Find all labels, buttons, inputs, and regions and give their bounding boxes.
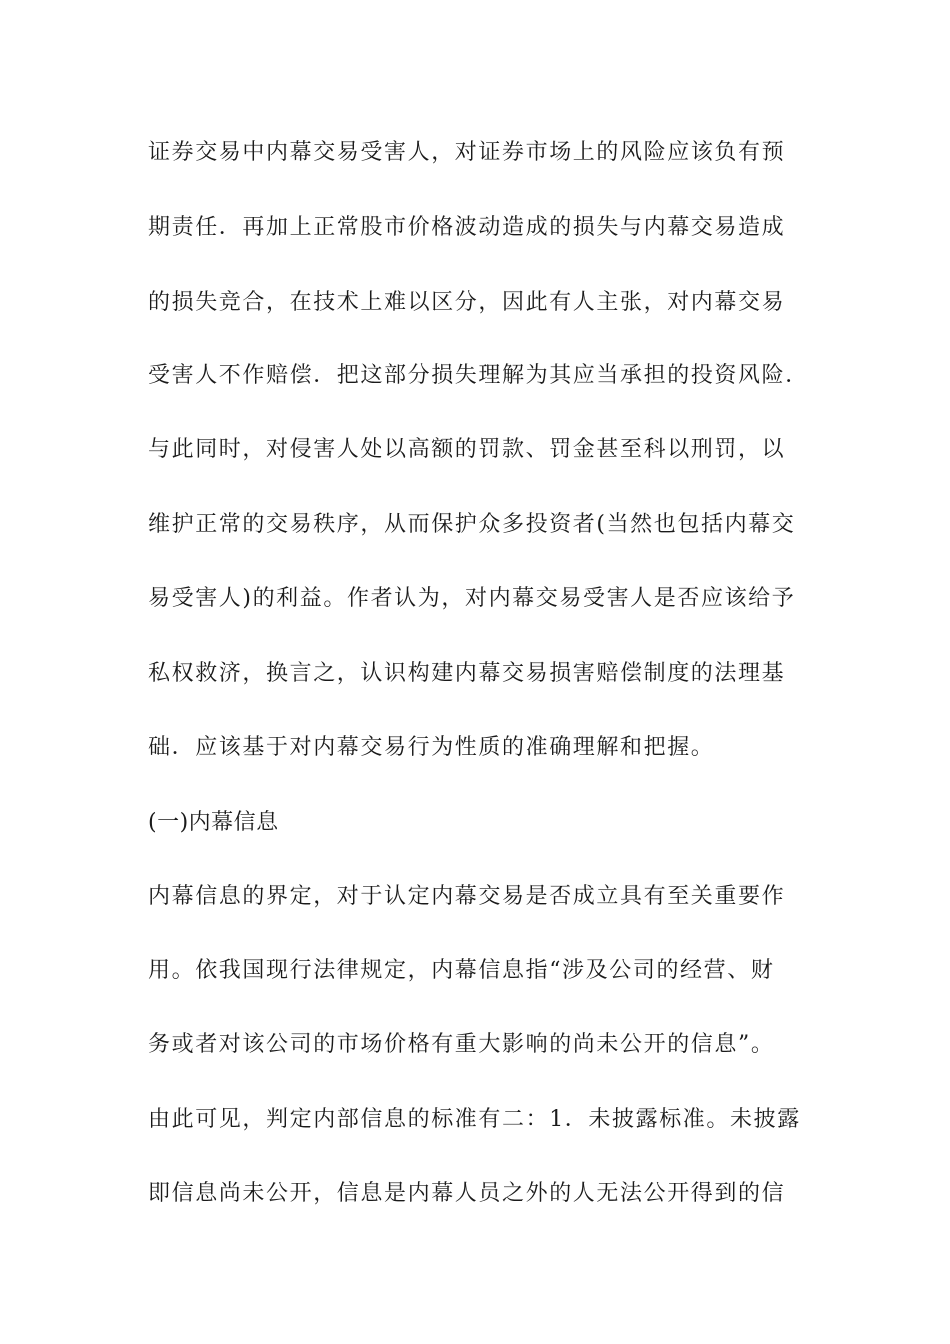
text-line-13: 务或者对该公司的市场价格有重大影响的尚未公开的信息”。 (148, 1032, 775, 1057)
text-line-15: 即信息尚未公开，信息是内幕人员之外的人无法公开得到的信 (148, 1181, 786, 1206)
text-line-4: 受害人不作赔偿．把这部分损失理解为其应当承担的投资风险． (148, 363, 809, 388)
text-line-3: 的损失竞合，在技术上难以区分，因此有人主张，对内幕交易 (148, 290, 786, 315)
text-line-11: 内幕信息的界定，对于认定内幕交易是否成立具有至关重要作 (148, 884, 786, 909)
text-line-7: 易受害人)的利益。作者认为，对内幕交易受害人是否应该给予 (148, 586, 796, 611)
text-line-1: 证券交易中内幕交易受害人，对证券市场上的风险应该负有预 (148, 140, 786, 165)
text-line-14: 由此可见，判定内部信息的标准有二：1．未披露标准。未披露 (148, 1107, 801, 1132)
text-line-2: 期责任．再加上正常股市价格波动造成的损失与内幕交易造成 (148, 215, 786, 240)
text-line-6: 维护正常的交易秩序，从而保护众多投资者(当然也包括内幕交 (148, 512, 796, 537)
section-heading: (一)内幕信息 (148, 810, 279, 835)
text-line-8: 私权救济，换言之，认识构建内幕交易损害赔偿制度的法理基 (148, 661, 786, 686)
text-line-5: 与此同时，对侵害人处以高额的罚款、罚金甚至科以刑罚，以 (148, 437, 786, 462)
text-line-12: 用。依我国现行法律规定，内幕信息指“涉及公司的经营、财 (148, 958, 775, 983)
text-line-9: 础．应该基于对内幕交易行为性质的准确理解和把握。 (148, 735, 715, 760)
